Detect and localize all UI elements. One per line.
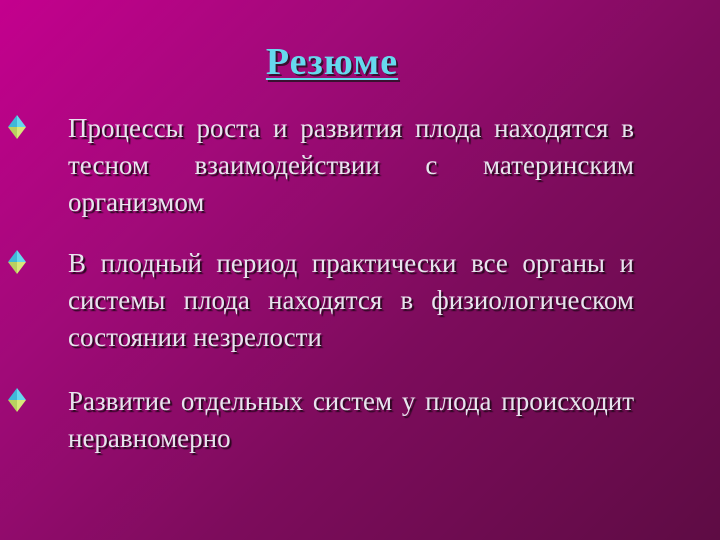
diamond-bullet-icon [6,249,28,275]
bullet-text: Развитие отдельных систем у плода происходит неравномерно [68,386,634,453]
slide-title: Резюме [265,41,399,83]
diamond-bullet-icon [6,114,28,140]
bullet-text: Процессы роста и развития плода находятся в тесном взаимодействии с материнским организмом [68,113,634,217]
bullet-text: В плодный период практически все органы и системы плода находятся в физиологическом состоянии незрелости [68,248,634,352]
diamond-bullet-icon [6,387,28,413]
